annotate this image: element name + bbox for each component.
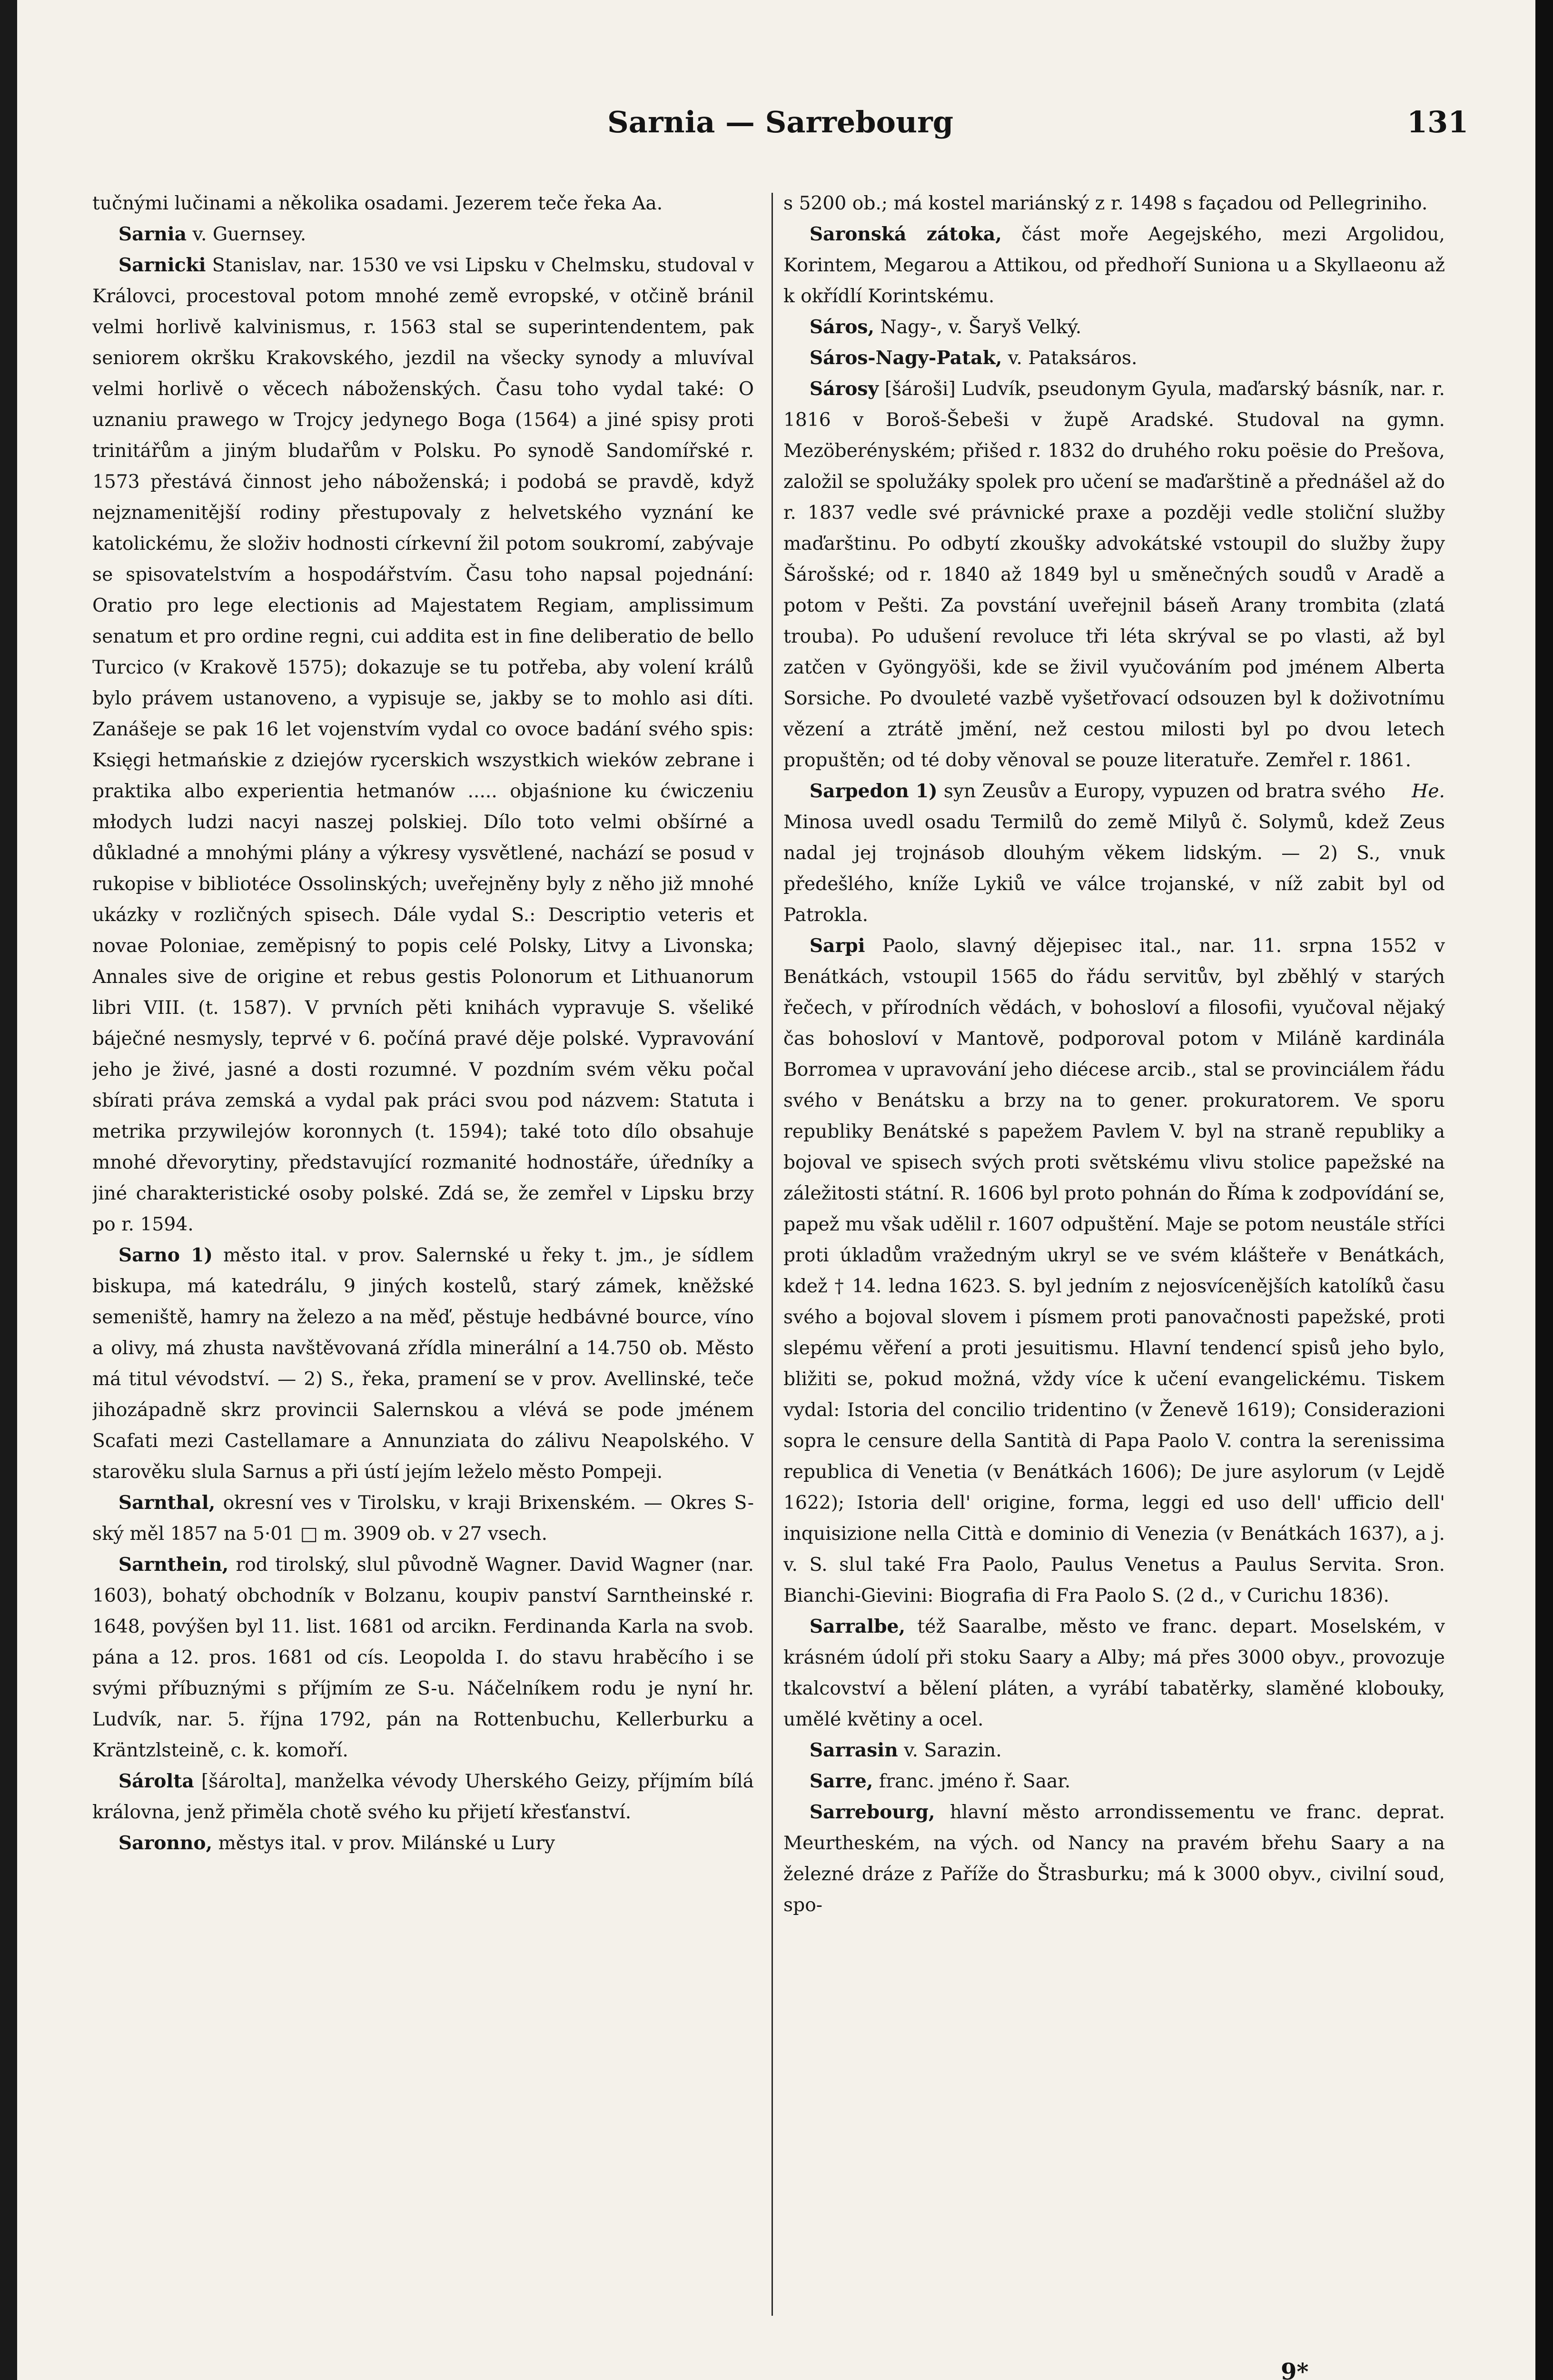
- dictionary-entry: [783, 219, 1445, 312]
- dictionary-entry: [783, 312, 1445, 343]
- entry-headword: Sáros,: [809, 316, 875, 338]
- entry-headword: Sarpedon 1): [809, 780, 938, 802]
- column-divider: [772, 193, 773, 2316]
- entry-text: s 5200 ob.; má kostel mariánský z r. 1498 s façadou od Pellegriniho.: [783, 193, 1428, 214]
- entry-headword: Sarnia: [118, 223, 187, 245]
- entry-text: Nagy-, v. Šaryš Velký.: [880, 317, 1082, 338]
- entry-text: [šároši] Ludvík, pseudonym Gyula, maďarský básník, nar. r. 1816 v Boroš-Šebeši v župě Aradské. Studoval na gymn. Mezöberényském; přišed r. 1832 do druhého roku poësie do Prešova, založil se spolužáky spolek pro učení se maďarštině a přednášel až do r. 1837 vedle své právnické praxe a později vedle stoliční služby maďarštinu. Po odbytí zkoušky advokátské vstoupil do služby župy Šárošské; od r. 1840 až 1849 byl u směnečných soudů v Aradě a potom v Pešti. Za povstání uveřejnil báseň Arany trombita (zlatá trouba). Po udušení revoluce tři léta skrýval se po vlasti, až byl zatčen v Gyöngyöši, kde se živil vyučováním pod jménem Alberta Sorsiche. Po dvouleté vazbě vyšetřovací odsouzen byl k doživotnímu vězení a ztrátě jmění, než cestou milosti byl po dvou letech propuštěn; od té doby věnoval se pouze literatuře. Zemřel r. 1861.: [783, 378, 1445, 771]
- entry-headword: Sarralbe,: [809, 1616, 906, 1637]
- entry-headword: Sáros-Nagy-Patak,: [809, 347, 1002, 369]
- entry-text: město ital. v prov. Salernské u řeky t. jm., je sídlem biskupa, má katedrálu, 9 jiných kostelů, starý zámek, kněžské semeniště, hamry na železo a na měď, pěstuje hedbávné bource, víno a olivy, má zhusta navštěvovaná zřídla minerální a 14.750 ob. Město má titul vévodství. — 2) S., řeka, pramení se v prov. Avellinské, teče jihozápadně skrz provincii Salernskou a vlévá se pode jménem Scafati mezi Castellamare a Annunziata do zálivu Neapolského. V starověku slula Sarnus a při ústí jejím leželo město Pompeji.: [92, 1245, 754, 1483]
- entry-headword: Sárosy: [809, 378, 879, 400]
- entry-headword: Sarno 1): [118, 1244, 213, 1266]
- dictionary-entry: [783, 931, 1445, 1611]
- entry-headword: Sarpi: [809, 935, 865, 957]
- right-column: [783, 188, 1445, 2349]
- entry-text: [šárolta], manželka vévody Uherského Geizy, příjmím bílá královna, jenž přiměla chotě svého ku přijetí křesťanství.: [92, 1771, 754, 1823]
- entry-text: v. Pataksáros.: [1008, 347, 1138, 369]
- entry-headword: Sarrebourg,: [809, 1801, 935, 1823]
- entry-text: městys ital. v prov. Milánské u Lury: [218, 1833, 555, 1854]
- dictionary-entry: [92, 219, 754, 250]
- entry-text: franc. jméno ř. Saar.: [879, 1771, 1071, 1792]
- dictionary-entry: [92, 250, 754, 1240]
- entry-text: též Saaralbe, město ve franc. depart. Moselském, v krásném údolí při stoku Saary a Alby; má přes 3000 obyv., provozuje tkalcovství a bělení pláten, a vyrábí tabatěrky, slaměné klobouky, umělé květiny a ocel.: [783, 1616, 1445, 1730]
- page-number: 131: [1407, 105, 1469, 139]
- dictionary-entry: [783, 776, 1445, 931]
- entry-text: v. Sarazin.: [904, 1740, 1002, 1761]
- dictionary-entry: [92, 188, 754, 219]
- dictionary-entry: [783, 1611, 1445, 1735]
- entry-text: Paolo, slavný dějepisec ital., nar. 11. srpna 1552 v Benátkách, vstoupil 1565 do řádu servitův, byl zběhlý v starých řečech, v přírodních vědách, v bohosloví a filosofii, vyučoval nějaký čas bohosloví v Mantově, podporoval potom v Miláně kardinála Borromea v upravování jeho diécese arcib., stal se provinciálem řádu svého v Benátsku a brzy na to gener. prokuratorem. Ve sporu republiky Benátské s papežem Pavlem V. byl na straně republiky a bojoval ve spisech svých proti světskému vlivu stolice papežské na záležitosti státní. R. 1606 byl proto pohnán do Říma k zodpovídání se, papež mu však udělil r. 1607 odpuštění. Maje se potom neustále stříci proti úkladům vražedným ukryl se ve svém klášteře v Benátkách, kdež † 14. ledna 1623. S. byl jedním z nejosvícenějších katolíků času svého a bojoval slovem i písmem proti panovačnosti papežské, proti slepému věření a proti jesuitismu. Hlavní tendencí spisů jeho bylo, bližiti se, pokud možná, vždy více k učení evangelickému. Tiskem vydal: Istoria del concilio tridentino (v Ženevě 1619); Considerazioni sopra le censure della Santità di Papa Paolo V. contra la serenissima republica di Venetia (v Benátkách 1606); De jure asylorum (v Lejdě 1622); Istoria dell' origine, forma, leggi ed uso dell' ufficio dell' inquisizione nella Città e dominio di Venezia (v Benátkách 1637), a j. v. S. slul také Fra Paolo, Paulus Venetus a Paulus Servita. Sron. Bianchi-Gievini: Biografia di Fra Paolo S. (2 d., v Curichu 1836).: [783, 935, 1445, 1606]
- dictionary-entry: [783, 188, 1445, 219]
- left-column: [92, 188, 754, 2349]
- running-head-title: Sarnia — Sarrebourg: [607, 105, 954, 139]
- entry-headword: Sarnthal,: [118, 1492, 216, 1514]
- dictionary-entry: [92, 1488, 754, 1549]
- entry-text: v. Guernsey.: [192, 224, 307, 245]
- entry-headword: Sárolta: [118, 1770, 194, 1792]
- entry-headword: Sarnthein,: [118, 1554, 229, 1576]
- entry-text: tučnými lučinami a několika osadami. Jezerem teče řeka Aa.: [92, 193, 663, 214]
- book-page: [17, 0, 1535, 2380]
- scan-edge: [0, 0, 17, 2380]
- dictionary-entry: [783, 343, 1445, 374]
- dictionary-entry: [92, 1766, 754, 1828]
- entry-text: okresní ves v Tirolsku, v kraji Brixenském. — Okres S-ský měl 1857 na 5·01 □ m. 3909 ob. v 27 vsech.: [92, 1492, 754, 1545]
- entry-text: syn Zeusův a Europy, vypuzen od bratra svého Minosa uvedl osadu Termilů do země Milyů č. Solymů, kdež Zeus nadal jej trojnásob dlouhým věkem lidským. — 2) S., vnuk předešlého, kníže Lykiů ve válce trojanské, v níž zabit byl od Patrokla.: [783, 781, 1445, 926]
- entry-headword: Saronno,: [118, 1832, 213, 1854]
- dictionary-entry: [92, 1828, 754, 1859]
- entry-text: hlavní město arrondissementu ve franc. deprat. Meurtheském, na vých. od Nancy na pravém břehu Saary a na železné dráze z Paříže do Štrasburku; má k 3000 obyv., civilní soud, spo-: [783, 1802, 1445, 1916]
- entry-headword: Saronská zátoka,: [809, 223, 1002, 245]
- entry-headword: Sarre,: [809, 1770, 873, 1792]
- dictionary-entry: [92, 1549, 754, 1766]
- signature-mark: 9*: [1281, 2359, 1309, 2380]
- author-signature: He.: [1412, 781, 1445, 802]
- entry-text: rod tirolský, slul původně Wagner. David Wagner (nar. 1603), bohatý obchodník v Bolzanu, koupiv panství Sarntheinské r. 1648, povýšen byl 11. list. 1681 od arcikn. Ferdinanda Karla na svob. pána a 12. pros. 1681 od cís. Leopolda I. do stavu hraběcího i se svými příbuznými s příjmím ze S-u. Náčelníkem rodu je nyní hr. Ludvík, nar. 5. října 1792, pán na Rottenbuchu, Kellerburku a Kräntzlsteině, c. k. komoří.: [92, 1554, 754, 1761]
- entry-text: Stanislav, nar. 1530 ve vsi Lipsku v Chelmsku, studoval v Královci, procestoval potom mnohé země evropské, v otčině bránil velmi horlivě kalvinismus, r. 1563 stal se superintendentem, pak seniorem okršku Krakovského, jezdil na všecky synody a mluvíval velmi horlivě o věcech náboženských. Času toho vydal také: O uznaniu prawego w Trojcy jedynego Boga (1564) a jiné spisy proti trinitářům a jiným bludařům v Polsku. Po synodě Sandomířské r. 1573 přestává činnost jeho náboženská; i podobá se pravdě, když nejznamenitější rodiny přestupovaly z helvetského vyznání ke katolickému, že složiv hodnosti církevní žil potom soukromí, zabývaje se spisovatelstvím a hospodářstvím. Času toho napsal pojednání: Oratio pro lege electionis ad Majestatem Regiam, amplissimum senatum et pro ordine regni, cui addita est in fine deliberatio de bello Turcico (v Krakově 1575); dokazuje se tu potřeba, aby volení králů bylo právem ustanoveno, a vypisuje se, jakby se to mohlo asi díti. Zanášeje se pak 16 let vojenstvím vydal co ovoce badání svého spis: Księgi hetmańskie z dziejów rycerskich wszystkich wieków zebrane i praktika albo experientia hetmanów ..... objaśnione ku ćwiczeniu młodych ludzi nacyi naszej polskiej. Dílo toto velmi obšírné a důkladné a mnohými plány a výkresy vysvětlené, nachází se posud v rukopise v bibliotéce Ossolinských; uveřejněny byly z něho již mnohé ukázky v rozličných spisech. Dále vydal S.: Descriptio veteris et novae Poloniae, zeměpisný to popis celé Polsky, Litvy a Livonska; Annales sive de origine et rebus gestis Polonorum et Lithuanorum libri VIII. (t. 1587). V prvních pěti knihách vypravuje S. všeliké báječné nesmysly, teprvé v 6. počíná pravé děje polské. Vypravování jeho je živé, jasné a dosti rozumné. V pozdním svém věku počal sbírati práva zemská a vydal pak práci svou pod názvem: Statuta i metrika przywilejów koronnych (t. 1594); také toto dílo obsahuje mnohé dřevorytiny, představující rozmanité hodnostáře, úředníky a jiné charakteristické osoby polské. Zdá se, že zemřel v Lipsku brzy po r. 1594.: [92, 255, 754, 1235]
- entry-headword: Sarrasin: [809, 1739, 898, 1761]
- dictionary-entry: [783, 1766, 1445, 1797]
- entry-text: část moře Aegejského, mezi Argolidou, Korintem, Megarou a Attikou, od předhoří Suniona u a Skyllaeonu až k okřídlí Korintskému.: [783, 224, 1445, 307]
- entry-headword: Sarnicki: [118, 254, 206, 276]
- dictionary-entry: [783, 1797, 1445, 1921]
- dictionary-entry: [92, 1240, 754, 1488]
- dictionary-entry: [783, 1735, 1445, 1766]
